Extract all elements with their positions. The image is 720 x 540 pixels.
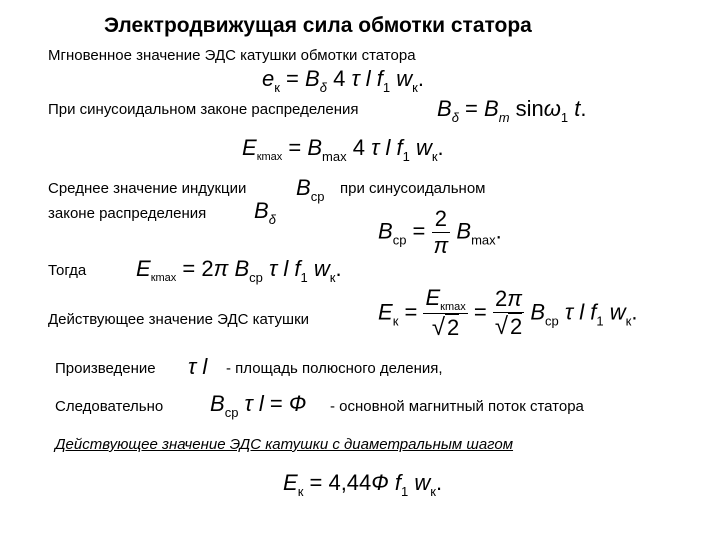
symbol-b-delta: $B_\delta$ — [254, 198, 276, 227]
formula-instant-emf: $e_к = B_\delta$ 4 τ l $f_1$ $w_к$. — [262, 66, 424, 95]
formula-flux: $B_{ср}$ τ l = Ф — [210, 391, 307, 420]
symbol-b-avg: $B_{ср}$ — [296, 175, 325, 204]
product-desc: - площадь полюсного деления, — [226, 360, 443, 377]
formula-effective-emf: $E_к$ = $\frac{E_{кmax}}{√2}$ = $\frac{2\pi}{√2}$ $B_{ср}$ τ l $f_1$ $w_к$. — [378, 285, 638, 341]
diametral-step-heading: Действующее значение ЭДС катушки с диаметральным шагом — [55, 436, 514, 453]
avg-induction-text-2: при синусоидальном — [340, 180, 486, 197]
avg-induction-text: Среднее значение индукции — [48, 180, 247, 197]
avg-induction-text-3: законе распределения — [48, 205, 207, 222]
consequently-desc: - основной магнитный поток статора — [330, 398, 584, 415]
formula-emf-max-avg: $E_{кmax} = 2\pi$ $B_{ср}$ τ l $f_1$ $w_к$. — [136, 256, 342, 285]
effective-emf-text: Действующее значение ЭДС катушки — [48, 311, 310, 328]
formula-tau-l: τ l — [188, 354, 208, 379]
formula-sinusoidal-induction: $B_\delta = B_m$ sinω$_1$ t. — [437, 96, 587, 125]
sinusoidal-law-text: При синусоидальном законе распределения — [48, 101, 359, 118]
formula-final-emf: $E_к = 4,44Ф$ $f_1$ $w_к$. — [283, 470, 443, 499]
consequently-text: Следовательно — [55, 398, 164, 415]
product-text: Произведение — [55, 360, 156, 377]
formula-avg-induction: $B_{ср}$ = $\frac{2}{\pi}$ $B_{max}$. — [378, 206, 502, 258]
instant-emf-text: Мгновенное значение ЭДС катушки обмотки статора — [48, 47, 416, 64]
then-text: Тогда — [48, 262, 87, 279]
formula-emf-max: $E_{кmax} = B_{max}$ 4 τ l $f_1$ $w_к$. — [242, 135, 444, 164]
page-title: Электродвижущая сила обмотки статора — [104, 14, 532, 37]
